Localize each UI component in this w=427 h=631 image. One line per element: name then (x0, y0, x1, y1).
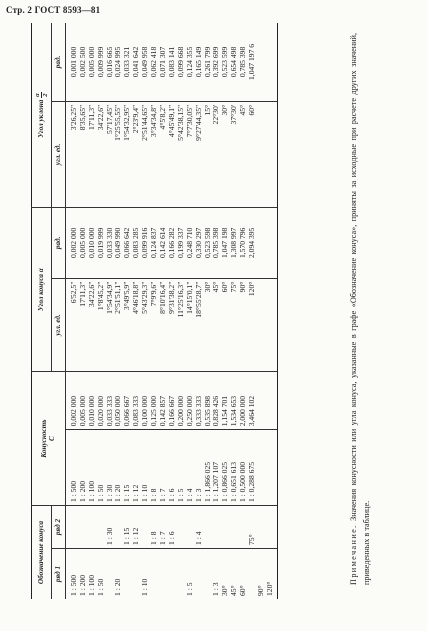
header-slope (32, 23, 52, 207)
column-slope-units: 3'26,25" 8'35,65" 17'11,3" 34'22,6" 57'17,45" 1°25'55,55" 1°54'32,95" 2°23'9,4" 2°51'44,65" 3°34'34,8" 4°5'8,2" 4°45'49,1" 5°42'38,15" 7°7'30,05" 9°27'44,35" 15° 22°30' 30° 37°30' 45° 60° (65, 101, 277, 207)
column-row1: 1 : 500 1 : 200 1 : 100 1 : 50 1 : 20 1 : 10 1 : 5 1 : 3 30° 45° 60° 90° 120° (65, 548, 277, 599)
cone-table (31, 23, 278, 599)
column-row2: 1 : 30 1 : 15 1 : 12 1 : 8 1 : 7 1 : 6 1 : 4 75° (65, 506, 277, 549)
header-slope-rad: рад. (52, 23, 66, 101)
header-angle: Угол конуса α (32, 207, 52, 371)
header-slope-label: Угол уклона (37, 99, 46, 138)
note-label: Примечание. (349, 524, 358, 585)
header-taper-symbol: C (48, 436, 57, 442)
table-note (347, 33, 373, 585)
column-angle-units: 6'52,5" 17'11,3" 34'22,6" 1°8'45,2" 1°54'34,9" 2°51'51,1" 3°49'5,9" 4°46'18,8" 5°43'29,3" 7°9'9,6" 8°10'16,4" 9°31'38,2" 11°25'16,3" 14°15'0,1" 18°55'28,7" 30° 45° 60° 75° 90° 120° (65, 278, 277, 371)
header-taper-label: Конусность (39, 419, 48, 458)
header-slope-fraction (34, 92, 49, 98)
header-angle-rad: рад. (52, 207, 66, 278)
header-slope-denominator: 2 (42, 93, 49, 97)
column-taper: 1 : 500 1 : 200 1 : 100 1 : 50 1 : 30 1 : 20 1 : 15 1 : 12 1 : 10 1 : 8 1 : 7 1 : 6 1 : 5 1 : 4 1 : 3 1 : 1,866 025 1 : 1,207 107 1 : 0,866 025 1 : 0,651 613 1 : 0,500 000 1 : 0,288 675 (65, 430, 277, 506)
rotated-page-content (25, 11, 405, 611)
header-slope-units: угл. ед. (52, 101, 66, 207)
note-text: Значения конусности или угла конуса, указанные в графе «Обозначение конуса», приняты за исходные при расчете других значений, приведенных в таблице. (349, 33, 371, 585)
header-angle-units: угл. ед. (52, 278, 66, 371)
header-row2: ряд 2 (52, 506, 66, 549)
header-taper (32, 372, 66, 506)
header-designation: Обозначение конуса (32, 506, 52, 599)
column-c-value: 0,002 000 0,005 000 0,010 000 0,020 000 0,033 333 0,050 000 0,066 667 0,083 333 0,100 000 0,125 000 0,142 857 0,166 667 0,200 000 0,250 000 0,333 333 0,535 898 0,828 426 1,154 701 1,534 653 2,000 000 3,464 102 (65, 372, 277, 430)
header-row1: ряд 1 (52, 548, 66, 599)
column-angle-rad: 0,002 000 0,005 000 0,010 000 0,019 999 0,033 330 0,049 990 0,066 642 0,083 285 0,099 916 0,124 837 0,142 614 0,166 282 0,199 337 0,248 710 0,330 297 0,523 598 0,785 398 1,047 198 1,308 997 1,570 796 2,094 395 (65, 207, 277, 278)
header-slope-numerator: α (34, 93, 41, 97)
column-slope-rad: 0,001 000 0,002 500 0,005 000 0,009 999 0,016 665 0,024 995 0,033 321 0,041 642 0,049 958 0,062 418 0,071 307 0,083 141 0,099 668 0,124 355 0,165 149 0,261 799 0,392 699 0,523 599 0,654 498 0,785 398 1,047 197 6 (65, 23, 277, 101)
page-header: Стр. 2 ГОСТ 8593—81 (6, 5, 101, 15)
